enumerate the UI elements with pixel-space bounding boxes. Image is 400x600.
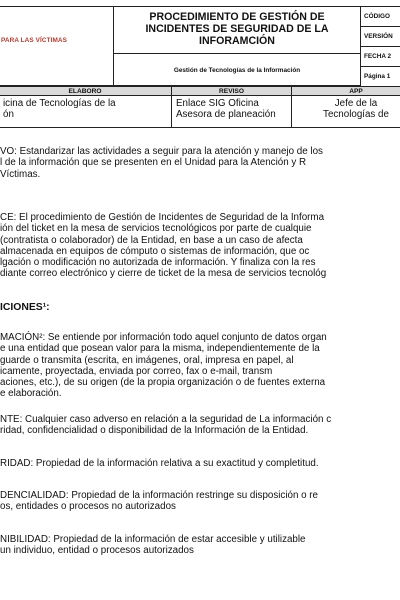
meta-page: Página 1 — [360, 66, 400, 87]
title-cell — [113, 6, 361, 54]
reviso-cell — [171, 95, 292, 128]
header-elaboro: ELABORO — [0, 86, 172, 96]
document-header — [0, 6, 400, 94]
text-line: icamente, proyectada, enviada por correo, fax o e-mail, transm — [0, 365, 273, 377]
reviso-line: Asesora de planeación — [176, 109, 276, 120]
section-objetivo — [0, 146, 400, 180]
meta-date: FECHA 2 — [360, 46, 400, 67]
approval-table — [0, 86, 400, 128]
text-line: ión del ticket en la mesa de servicios tecnológicos por parte de cualquie — [0, 223, 312, 235]
text-line: NIBILIDAD: Propiedad de la información de estar accesible y utilizable — [0, 534, 306, 545]
elaboro-line: ón — [3, 109, 14, 120]
text-line: guarde o transmita (escrita, en imágenes, oral, impresa en papel, al — [0, 354, 294, 366]
section-alcance — [0, 212, 400, 280]
subtitle-cell — [113, 53, 361, 86]
section-definiciones — [0, 302, 400, 313]
reviso-line: Enlace SIG Oficina — [176, 98, 259, 109]
elaboro-cell — [0, 95, 172, 128]
header-reviso: REVISO — [171, 86, 292, 96]
aprobo-cell — [291, 95, 400, 128]
text-line: os, entidades o procesos no autorizados — [0, 501, 176, 513]
aprobo-line: Jefe de la — [334, 98, 378, 109]
text-line: l de la información que se presenten en el Unidad para la Atención y R — [0, 157, 307, 169]
aprobo-line: Tecnologías de — [323, 109, 389, 120]
text-line: lgación o modificación no autorizada de información. Y finaliza con la res — [0, 257, 316, 269]
text-line: un individuo, entidad o procesos autorizados — [0, 545, 194, 557]
text-line: aciones, etc.), de su origen (de la propia organización o de fuentes externa — [0, 377, 326, 389]
section-disponibilidad — [0, 534, 400, 557]
text-line: MACIÓN²: Se entiende por información todo aquel conjunto de datos organ — [0, 332, 327, 343]
logo: PARA LAS VÍCTIMAS — [1, 37, 67, 44]
meta-version: VERSIÓN — [360, 26, 400, 47]
document-title: PROCEDIMIENTO DE GESTIÓN DE INCIDENTES DE SEGURIDAD DE LA INFORAMCIÓN — [145, 11, 329, 47]
logo-cell — [0, 6, 114, 86]
text-line: e elaboración. — [0, 388, 62, 400]
text-line: CE: El procedimiento de Gestión de Incidentes de Seguridad de la Informa — [0, 212, 325, 223]
text-line: Víctimas. — [0, 168, 41, 180]
elaboro-line: icina de Tecnologías de la — [3, 98, 116, 109]
section-incidente — [0, 414, 400, 437]
meta-code: CÓDIGO — [360, 6, 400, 27]
text-line: almacenada en equipos de cómputo o sistemas de información, que oc — [0, 245, 310, 257]
text-line: DENCIALIDAD: Propiedad de la información restringe su disposición o re — [0, 490, 319, 501]
text-line: diante correo electrónico y cierre de ticket de la mesa de servicios tecnológ — [0, 268, 327, 280]
text-line: (contratista o colaborador) de la Entidad, en base a un caso de afecta — [0, 234, 303, 246]
text-line: ridad, confidencialidad o disponibilidad de la Información de la Entidad. — [0, 425, 309, 437]
text-line: NTE: Cualquier caso adverso en relación a la seguridad de La información c — [0, 414, 332, 425]
section-informacion — [0, 332, 400, 400]
text-line: e una entidad que posean valor para la misma, independientemente de la — [0, 343, 320, 355]
text-line: ICIONES¹: — [0, 302, 50, 313]
section-integridad — [0, 458, 400, 469]
text-line: RIDAD: Propiedad de la información relativa a su exactitud y completitud. — [0, 458, 319, 469]
header-aprobo: APP — [291, 86, 400, 96]
section-confidencialidad — [0, 490, 400, 513]
document-subtitle: Gestión de Tecnologías de la Información — [173, 67, 301, 74]
text-line: VO: Estandarizar las actividades a seguir para la atención y manejo de los — [0, 146, 323, 157]
